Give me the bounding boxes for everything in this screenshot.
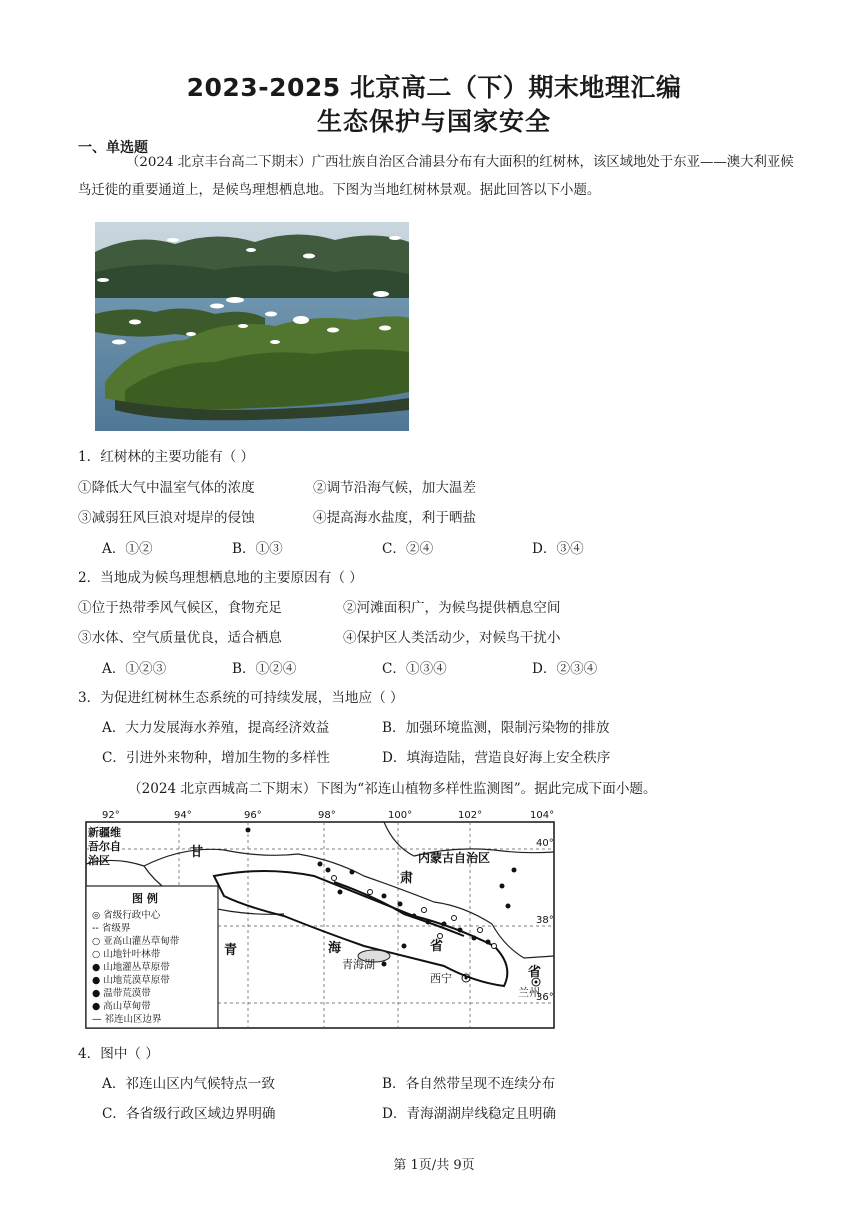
- q2-option-a[interactable]: A．①②③: [102, 661, 167, 677]
- q1-statement-1: ①降低大气中温室气体的浓度: [78, 480, 255, 496]
- legend-title: 图 例: [132, 892, 158, 905]
- q1-statement-4: ④提高海水盐度，利于晒盐: [313, 510, 477, 526]
- city-label-xining: 西宁: [430, 972, 452, 985]
- region-label-neimenggu: 内蒙古自治区: [418, 851, 491, 865]
- lat-label: 38°: [536, 915, 554, 926]
- legend-item: — 祁连山区边界: [92, 1014, 162, 1025]
- legend-item: ● 山地荒漠草原带: [92, 975, 170, 986]
- q3-option-d[interactable]: D．填海造陆，营造良好海上安全秩序: [382, 750, 611, 766]
- q1-option-c[interactable]: C．②④: [382, 541, 434, 557]
- q4-option-a[interactable]: A．祁连山区内气候特点一致: [102, 1076, 275, 1092]
- mangrove-photo: [95, 222, 409, 431]
- qilian-map-svg: [84, 806, 564, 1038]
- q1-statement-3: ③减弱狂风巨浪对堤岸的侵蚀: [78, 510, 255, 526]
- q2-option-d[interactable]: D．②③④: [532, 661, 598, 677]
- q4-stem: 4．图中（ ）: [78, 1046, 159, 1062]
- section-heading: 一、单选题: [78, 140, 148, 156]
- q3-option-a[interactable]: A．大力发展海水养殖，提高经济效益: [102, 720, 330, 736]
- q1-stem: 1．红树林的主要功能有（ ）: [78, 449, 255, 465]
- region-label-gan: 甘: [190, 845, 204, 860]
- q4-option-b[interactable]: B．各自然带呈现不连续分布: [382, 1076, 556, 1092]
- lat-label: 36°: [536, 992, 554, 1003]
- q1-option-d[interactable]: D．③④: [532, 541, 584, 557]
- page-title: 2023-2025 北京高二（下）期末地理汇编: [186, 73, 682, 102]
- lat-label: 40°: [536, 838, 554, 849]
- q2-option-b[interactable]: B．①②④: [232, 661, 297, 677]
- region-label-hai: 海: [328, 941, 342, 956]
- lon-label: 98°: [318, 810, 336, 821]
- page-number-footer: 第 1页/共 9页: [393, 1158, 475, 1173]
- region-label-qing: 青: [224, 943, 238, 958]
- q2-statement-1: ①位于热带季风气候区，食物充足: [78, 600, 282, 616]
- intro-paragraph-1: （2024 北京丰台高二下期末）广西壮族自治区合浦县分布有大面积的红树林，该区域地处于东亚——澳大利亚候鸟迁徙的重要通道上，是候鸟理想栖息地。下图为当地红树林景观。据此回答以下小题。: [78, 155, 794, 198]
- region-label-sheng2: 省: [528, 965, 542, 980]
- lon-label: 102°: [458, 810, 483, 821]
- intro-paragraph-2: （2024 北京西城高二下期末）下图为“祁连山植物多样性监测图”。据此完成下面小题。: [128, 781, 657, 797]
- legend-item: -- 省级界: [92, 923, 131, 934]
- q4-option-c[interactable]: C．各省级行政区域边界明确: [102, 1106, 276, 1122]
- region-label-xinjiang: 新疆维: [88, 826, 121, 839]
- legend-item: ● 山地灌丛草原带: [92, 962, 170, 973]
- city-label-lanzhou: 兰州: [518, 986, 540, 999]
- q3-stem: 3．为促进红树林生态系统的可持续发展，当地应（ ）: [78, 690, 404, 706]
- q2-option-c[interactable]: C．①③④: [382, 661, 447, 677]
- q1-statement-2: ②调节沿海气候，加大温差: [313, 480, 477, 496]
- mangrove-photo-illustration: [95, 222, 409, 431]
- q1-option-a[interactable]: A．①②: [102, 541, 153, 557]
- region-label-xinjiang: 吾尔自: [88, 840, 121, 853]
- legend-item: ○ 亚高山灌丛草甸带: [92, 936, 180, 947]
- lon-label: 92°: [102, 810, 120, 821]
- city-label-qinghaihu: 青海湖: [342, 958, 375, 971]
- q3-option-c[interactable]: C．引进外来物种，增加生物的多样性: [102, 750, 330, 766]
- region-label-xinjiang: 治区: [88, 854, 110, 867]
- lon-label: 100°: [388, 810, 413, 821]
- legend-item: ● 高山草甸带: [92, 1001, 151, 1012]
- q1-option-b[interactable]: B．①③: [232, 541, 283, 557]
- legend-item: ● 温带荒漠带: [92, 988, 151, 999]
- page-subtitle: 生态保护与国家安全: [316, 107, 551, 136]
- q2-stem: 2．当地成为候鸟理想栖息地的主要原因有（ ）: [78, 570, 363, 586]
- q4-option-d[interactable]: D．青海湖湖岸线稳定且明确: [382, 1106, 557, 1122]
- qilian-biodiversity-map: [84, 806, 564, 1038]
- lon-label: 94°: [174, 810, 192, 821]
- legend-item: ○ 山地针叶林带: [92, 949, 161, 960]
- q2-statement-3: ③水体、空气质量优良，适合栖息: [78, 630, 282, 646]
- q2-statement-4: ④保护区人类活动少，对候鸟干扰小: [343, 630, 561, 646]
- q3-option-b[interactable]: B．加强环境监测，限制污染物的排放: [382, 720, 610, 736]
- region-label-su: 肃: [400, 871, 414, 886]
- region-label-sheng: 省: [430, 939, 444, 954]
- legend-item: ◎ 省级行政中心: [92, 910, 161, 921]
- q2-statement-2: ②河滩面积广，为候鸟提供栖息空间: [343, 600, 561, 616]
- lon-label: 96°: [244, 810, 262, 821]
- lon-label: 104°: [530, 810, 555, 821]
